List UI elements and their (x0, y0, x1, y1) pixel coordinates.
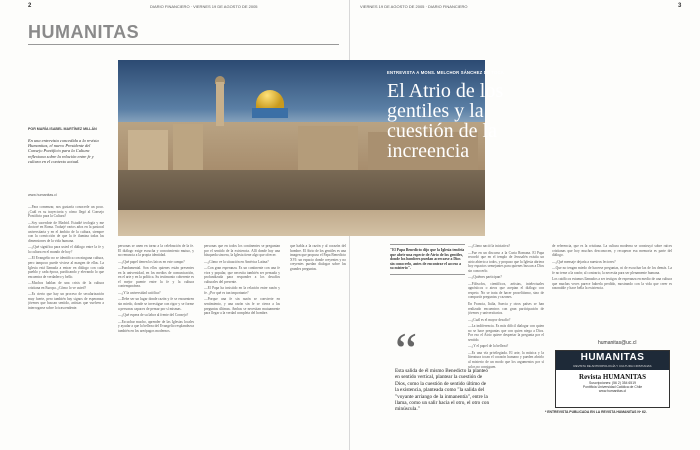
paragraph: —El Papa ha insistido en la relación entre razón y fe. ¿Por qué es tan importante? (204, 286, 280, 295)
paragraph: —¿Y la universidad católica? (118, 290, 161, 295)
kicker: ENTREVISTA A MONS. MELCHOR SÁNCHEZ DE TOCA (387, 70, 504, 75)
paragraph: —El Evangelio no se identifica con ninguna cultura, pero tampoco puede vivirse al margen de ellas. La Iglesia está llamada a entrar en diálogo con cada pueblo y cada época, purificando y elevando lo que encuentra de verdadero y bello. (28, 256, 104, 279)
paragraph: —¿Qué papel tienen los laicos en este campo? (118, 259, 185, 264)
photo-dome-base (252, 108, 288, 118)
section-rule (28, 44, 339, 45)
photo-building (298, 126, 358, 170)
contact-email[interactable]: humanitas@uc.cl (598, 340, 637, 346)
headline: El Atrio de los gentiles y la cuestión de la increencia (387, 80, 504, 162)
photo-plaza (118, 210, 485, 236)
page-number-left: 2 (28, 3, 32, 9)
highlight-quote: Esta salida de él mismo Benedicto la planteó en sentido vertical, plantear la cuestión de Dios, como la cuestión de sentido último de la existencia, planteada como "la salida del "voyante arriango de la inmanentía", entre la llama, como un salir hacia el otro, el otro con minúscula." (395, 368, 490, 413)
column-3b (290, 244, 346, 443)
photo-building (128, 130, 168, 170)
paragraph: —¿Quiénes participan? (468, 275, 502, 280)
paragraph: de referencia, que es la cristiana. La cultura moderna se construyó sobre raíces cristianas que hoy muchos desconocen, y recuperar esa memoria es parte del diálogo. (552, 244, 672, 258)
photo-western-wall (118, 170, 485, 210)
column-1 (28, 205, 104, 443)
page-number-right: 3 (678, 3, 682, 9)
paragraph: —Es cierto que hay un proceso de secularización muy fuerte, pero también hay signos de esperanza: jóvenes que buscan sentido, artistas que vuelven a interrogarse sobre lo trascendente. (28, 292, 104, 310)
paragraph: —Con gran esperanza. Es un continente con una fe viva y popular, que necesita también ser pensada y profundizada para responder a los desafíos culturales del presente. (204, 266, 280, 284)
paragraph: —¿Cómo nació la iniciativa? (468, 244, 511, 248)
section-title: HUMANITAS (28, 22, 140, 42)
paragraph: —La indiferencia. Es más difícil dialogar con quien no se hace preguntas que con quien niega a Dios. Por eso el Atrio quiere despertar la pregunta por el sentido. (468, 324, 544, 342)
ad-name: Revista HUMANITAS (579, 373, 646, 381)
end-note: * ENTREVISTA PUBLICADA EN LA REVISTA HUMANITAS Nº 62. (545, 410, 647, 414)
paragraph: —Fundamental. Son ellos quienes están presentes en la universidad, en los medios de comunicación, en el arte y en la política. Su testimonio coherente es el mejor puente entre la fe y la cultura contemporánea. (118, 266, 194, 289)
paragraph: —¿Cómo ve la situación en América Latina? (204, 259, 269, 264)
byline: POR MARÍA ISABEL MARTÍNEZ MILLÁN (28, 127, 97, 131)
paragraph: —Fue en un discurso a la Curia Romana. El Papa recordó que en el templo de Jerusalén existía un atrio abierto a todos, y propuso que la Iglesia abriera hoy espacios semejantes para quienes buscan a Dios sin conocerlo. (468, 250, 544, 273)
subscription-ad[interactable] (555, 350, 670, 408)
column-3 (204, 244, 280, 443)
paragraph: —¿Qué mensaje dejaría a nuestros lectores? (552, 259, 616, 264)
paragraph: —Para comenzar, nos gustaría conocerle un poco. ¿Cuál es su trayectoria y cómo llegó al Consejo Pontificio para la Cultura? (28, 205, 104, 219)
headline-block (385, 60, 535, 161)
paragraph: —Escuchar mucho, aprender de las Iglesias locales y ayudar a que la belleza del Evangelio resplandezca también en los areópagos modernos. (118, 319, 194, 333)
folio-right: VIERNES 19 DE AGOSTO DE 2005 · DIARIO FINANCIERO (360, 4, 468, 9)
paragraph: personas que en todos los continentes se preguntan por el sentido de la existencia. Allí donde hay una búsqueda sincera, la Iglesia tiene algo que ofrecer. (204, 244, 280, 258)
paragraph: —Filósofos, científicos, artistas, intelectuales agnósticos o ateos que aceptan el diálogo con respeto. No se trata de hacer proselitismo, sino de compartir preguntas y razones. (468, 281, 544, 300)
paragraph: En Francia, Italia, Suecia y otros países se han realizado encuentros con gran participación de jóvenes y universitarios. (468, 302, 544, 316)
pull-quote: "El Papa Benedicto dijo que la Iglesia tendría que abrir una especie de Atrio de los gentiles, donde los hombres puedan acercarse a Dios sin conocerlo, antes de encontrar el acceso a su misterio". (390, 244, 465, 275)
site-url[interactable]: www.humanitas.cl (28, 193, 57, 197)
ad-brand: HUMANITAS (556, 351, 669, 364)
paragraph: —¿Qué significa para usted el diálogo entre la fe y la cultura en el mundo de hoy? (28, 245, 104, 254)
folio-left: DIARIO FINANCIERO · VIERNES 19 DE AGOSTO DE 2005 (150, 4, 258, 9)
quote-mark-icon: “ (395, 322, 418, 378)
paragraph: —¿Cuál es el mayor desafío? (468, 317, 511, 322)
paragraph: que habla a la razón y al corazón del hombre. El Atrio de los gentiles es una imagen que propuso el Papa Benedicto XVI: un espacio donde creyentes y no creyentes puedan dialogar sobre las grandes preguntas. (290, 244, 346, 271)
paragraph: —¿Y el papel de la belleza? (468, 344, 509, 349)
paragraph: —Porque una fe sin razón se convierte en sentimiento, y una razón sin fe se cierra a las preguntas últimas. Ambas se necesitan mutuamente para llegar a la verdad completa del hombre. (204, 297, 280, 316)
column-6 (552, 244, 672, 336)
paragraph: —¿Qué espera de su labor al frente del Consejo? (118, 313, 189, 318)
paragraph: personas se unen en torno a la celebración de la fe. El diálogo exige escucha y conocimiento mutuo, y no renuncia a la propia identidad. (118, 244, 194, 258)
ad-brand-sub: REVISTA DE ANTROPOLOGÍA Y CULTURA CRISTIANAS (556, 364, 669, 370)
photo-building (173, 124, 203, 170)
ad-line: Suscripciones: (56 2) 354 6519 (589, 381, 636, 385)
column-2 (118, 244, 194, 443)
paragraph: Los católicos estamos llamados a ser testigos de esperanza en medio de una cultura que muchas veces parece haberla perdido, mostrando con la vida que creer es razonable y hace bella la existencia. (552, 277, 672, 291)
lede: En una entrevista concedida a la revista Humanitas, el nuevo Presidente del Consejo Pontificio para la Cultura reflexiona sobre la relación entre fe y cultura en el contexto actual. (28, 138, 99, 164)
ad-line: Pontificia Universidad Católica de Chile (582, 385, 643, 390)
column-5 (468, 244, 544, 443)
paragraph: —Debe ser un lugar donde razón y fe se encuentren sin miedo, donde se investigue con rigor y se forme a personas capaces de pensar por sí mismas. (118, 297, 194, 311)
paragraph: —Muchos hablan de una crisis de la cultura cristiana en Europa. ¿Cómo lo ve usted? (28, 281, 104, 290)
paragraph: —Es una vía privilegiada. El arte, la música y la literatura tocan el corazón humano y pueden abrirlo al misterio de un modo que los argumentos por sí solos no consiguen. (468, 350, 544, 369)
paragraph: —Que no tengan miedo de hacerse preguntas, ni de escuchar las de los demás. La fe no teme a la razón; al contrario, la necesita para ser plenamente humana. (552, 266, 672, 275)
photo-tower (216, 82, 224, 126)
paragraph: —Soy sacerdote de Madrid. Estudié teología y me doctoré en Roma. Trabajé varios años en la pastoral universitaria y en el ámbito de la cultura, siempre con la convicción de que la fe ilumina todas las dimensiones de la vida humana. (28, 220, 104, 243)
ad-line: www.humanitas.cl (598, 389, 627, 394)
